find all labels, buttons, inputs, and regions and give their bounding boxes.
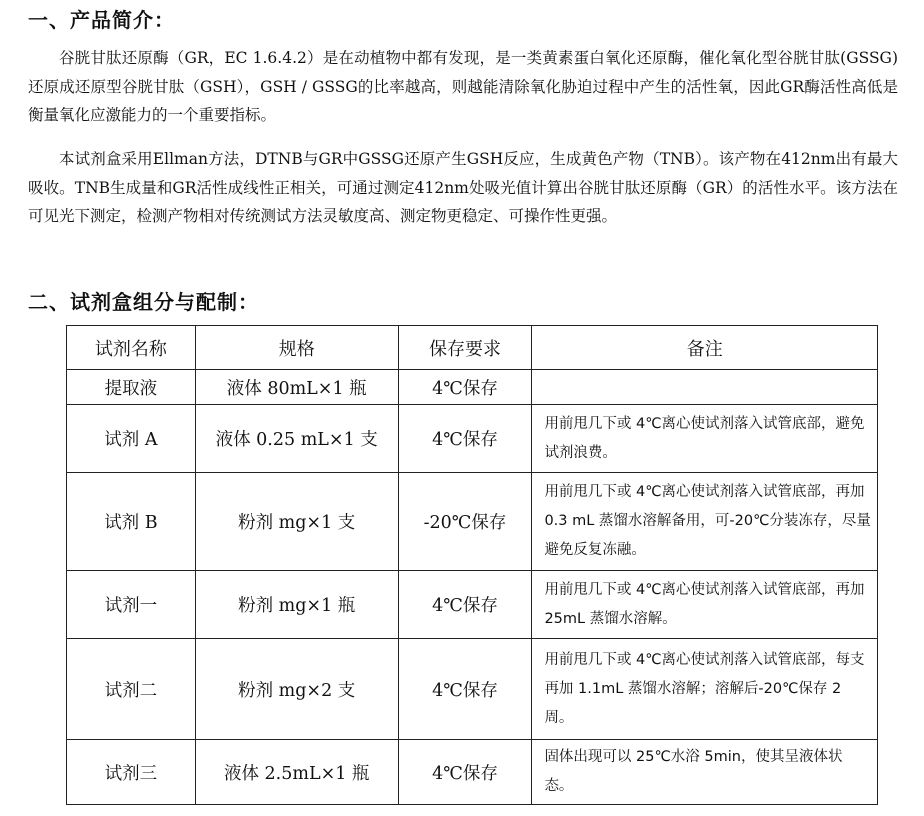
header-storage: 保存要求	[398, 326, 532, 370]
reagent-spec: 粉剂 mg×2 支	[195, 639, 398, 740]
header-notes: 备注	[532, 326, 878, 370]
table-row	[67, 405, 878, 473]
reagent-note	[532, 370, 878, 405]
section-title-kit: 二、试剂盒组分与配制：	[28, 290, 259, 314]
reagent-note: 用前甩几下或 4℃离心使试剂落入试管底部，再加 25mL 蒸馏水溶解。	[532, 571, 878, 639]
reagent-storage: -20℃保存	[398, 473, 532, 571]
table-row	[67, 571, 878, 639]
reagent-name: 试剂一	[67, 571, 196, 639]
reagent-name: 试剂 A	[67, 405, 196, 473]
reagent-note: 用前甩几下或 4℃离心使试剂落入试管底部，再加 0.3 mL 蒸馏水溶解备用，可-20℃分装冻存，尽量避免反复冻融。	[532, 473, 878, 571]
reagent-note: 固体出现可以 25℃水浴 5min，使其呈液体状态。	[532, 740, 878, 805]
table-row	[67, 740, 878, 805]
reagent-storage: 4℃保存	[398, 571, 532, 639]
reagent-storage: 4℃保存	[398, 370, 532, 405]
section-title-intro: 一、产品简介：	[28, 8, 175, 32]
intro-paragraph-1: 谷胱甘肽还原酶（GR，EC 1.6.4.2）是在动植物中都有发现，是一类黄素蛋白氧化还原酶，催化氧化型谷胱甘肽(GSSG)还原成还原型谷胱甘肽（GSH），GSH / GSSG的比率越高，则越能清除氧化胁迫过程中产生的活性氧，因此GR酶活性高低是衡量氧化应激能力的一个重要指标。	[28, 49, 898, 125]
reagent-storage: 4℃保存	[398, 740, 532, 805]
reagent-note: 用前甩几下或 4℃离心使试剂落入试管底部，每支再加 1.1mL 蒸馏水溶解；溶解后-20℃保存 2 周。	[532, 639, 878, 740]
table-row	[67, 639, 878, 740]
header-spec: 规格	[195, 326, 398, 370]
table-row	[67, 370, 878, 405]
reagent-storage: 4℃保存	[398, 405, 532, 473]
header-reagent-name: 试剂名称	[67, 326, 196, 370]
reagent-name: 试剂二	[67, 639, 196, 740]
reagent-note: 用前甩几下或 4℃离心使试剂落入试管底部，避免试剂浪费。	[532, 405, 878, 473]
reagent-storage: 4℃保存	[398, 639, 532, 740]
reagent-spec: 粉剂 mg×1 支	[195, 473, 398, 571]
reagent-name: 试剂三	[67, 740, 196, 805]
reagent-spec: 液体 2.5mL×1 瓶	[195, 740, 398, 805]
reagent-name: 试剂 B	[67, 473, 196, 571]
intro-paragraph-2: 本试剂盒采用Ellman方法，DTNB与GR中GSSG还原产生GSH反应，生成黄色产物（TNB）。该产物在412nm出有最大吸收。TNB生成量和GR活性成线性正相关，可通过测定412nm处吸光值计算出谷胱甘肽还原酶（GR）的活性水平。该方法在可见光下测定，检测产物相对传统测试方法灵敏度高、测定物更稳定、可操作性更强。	[28, 150, 898, 226]
reagent-spec: 液体 80mL×1 瓶	[195, 370, 398, 405]
reagent-spec: 粉剂 mg×1 瓶	[195, 571, 398, 639]
reagent-spec: 液体 0.25 mL×1 支	[195, 405, 398, 473]
table-row	[67, 473, 878, 571]
table-header-row	[67, 326, 878, 370]
reagent-table	[66, 325, 878, 805]
reagent-name: 提取液	[67, 370, 196, 405]
